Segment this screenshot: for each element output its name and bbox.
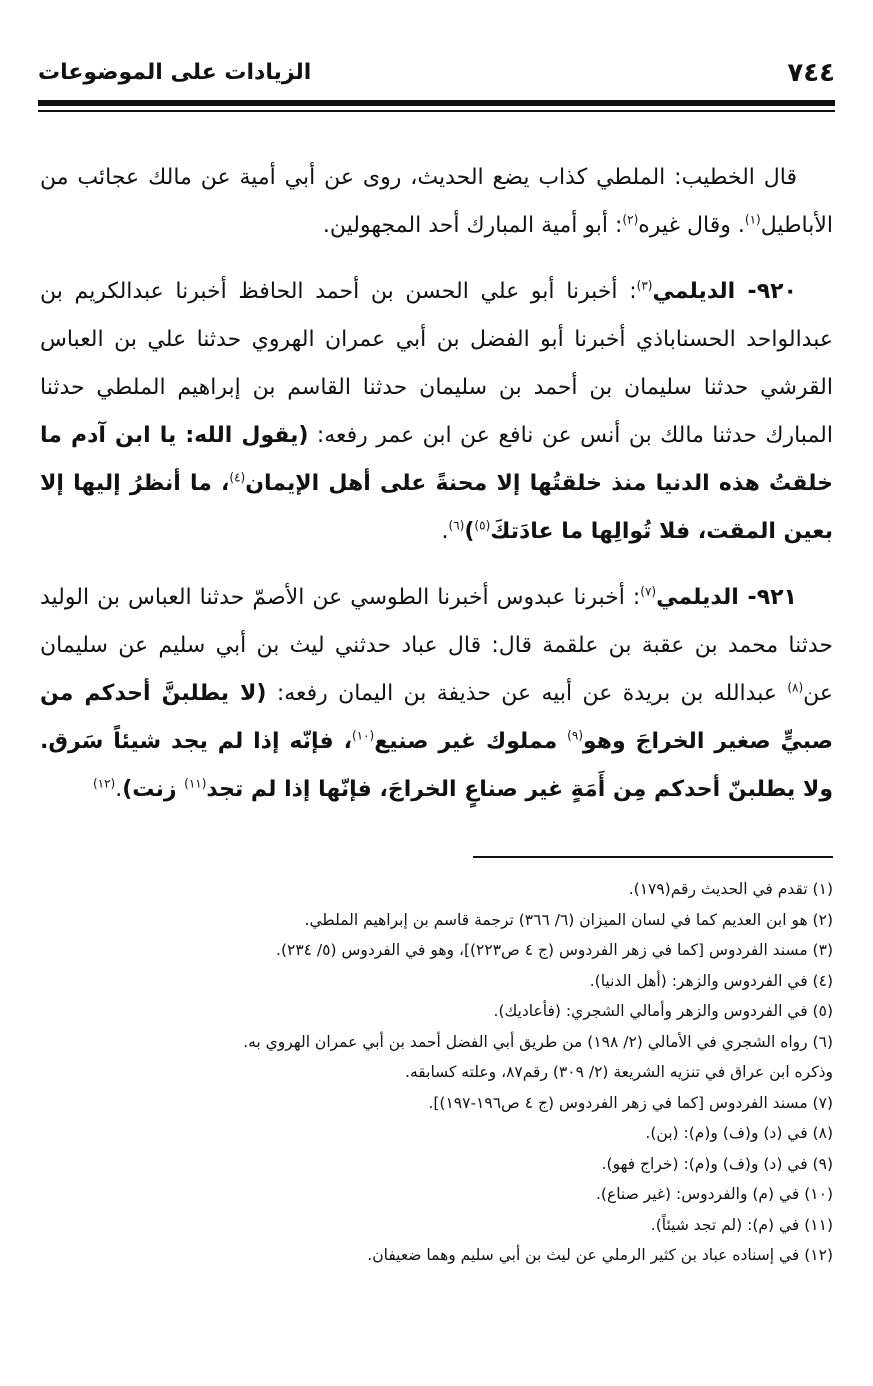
footnotes [40,874,833,1271]
footnote-4: (٤) في الفردوس والزهر: (أهل الدنيا). [589,971,833,990]
text-run: قال الخطيب: الملطي كذاب يضع الحديث، روى عن أبي أمية عن مالك عجائب من الأباطيل [40,165,833,238]
footnote-2: (٢) هو ابن العديم كما في لسان الميزان (٦/ ٣٦٦) ترجمة قاسم بن إبراهيم الملطي. [304,910,833,929]
text-run: : أبو أمية المبارك أحد المجهولين. [322,213,623,238]
footnote-10: (١٠) في (م) والفردوس: (غير صناع). [595,1185,833,1203]
book-title: الزيادات على الموضوعات [38,60,312,85]
footnote-ref: (٩) [567,728,583,743]
header-rule-thick [38,100,835,106]
footnote-separator [473,856,833,858]
hadith-matn: (يقول الله: يا ابن آدم ما خلقتُ هذه الدنيا منذ خلقتُها إلا محنةً على أهل الإيمان [40,423,833,496]
footnote-ref: (١١) [184,776,207,791]
footnote-ref: (٨) [787,680,804,695]
footnote-ref: (٦) [448,518,465,533]
footnote-ref: (٥) [474,518,491,533]
footnote-ref: (٢) [622,212,639,227]
footnote-ref: (٤) [229,470,246,485]
page-header [38,58,835,98]
footnote-ref: (١٢) [92,776,116,791]
footnote-1: (١) تقدم في الحديث رقم(١٧٩). [628,880,833,898]
footnote-3: (٣) مسند الفردوس [كما في زهر الفردوس (ج ٤ ص٢٢٣)]، وهو في الفردوس (٥/ ٢٣٤). [276,941,833,959]
footnote-ref: (٣) [636,278,653,293]
main-text [40,154,833,832]
hadith-number: ٩٢٠- الديلمي [652,279,797,304]
footnote-6-continued: وذكره ابن عراق في تنزيه الشريعة (٢/ ٣٠٩) رقم٨٧، وعلته كسابقه. [405,1063,833,1081]
isnad-text: : أخبرنا أبو علي الحسن بن أحمد الحافظ أخبرنا عبدالكريم بن عبدالواحد الحسناباذي أخبرنا أبو الفضل بن أبي عمران الهروي حدثنا علي بن العباس القرشي حدثنا سليمان بن أحمد بن سليمان حدثنا القاسم بن إبراهيم الملطي حدثنا المبارك حدثنا مالك بن أنس عن نافع عن ابن عمر رفعه: [40,279,833,448]
text-run: . [441,519,449,544]
text-run: . [115,777,123,802]
hadith-matn: زنت) [122,777,185,802]
isnad-text: عبدالله بن بريدة عن أبيه عن حذيفة بن اليمان رفعه: [266,681,788,706]
isnad-text: : أخبرنا عبدوس أخبرنا الطوسي عن الأصمّ حدثنا العباس بن الوليد حدثنا محمد بن عقبة بن علقمة قال: قال عباد حدثني ليث بن أبي سليم عن سليمان عن [40,585,834,706]
text-run: . وقال غيره [638,213,745,238]
footnote-9: (٩) في (د) و(ف) و(م): (خراج فهو). [601,1154,833,1173]
hadith-matn: (لا يطلبنَّ أحدكم من صبيٍّ صغير الخراجَ وهو [40,681,834,754]
paragraph-khatib [40,154,833,250]
hadith-matn: مملوك غير صنيع [374,729,568,754]
footnote-6: (٦) رواه الشجري في الأمالي (٢/ ١٩٨) من طريق أبي الفضل أحمد بن أبي عمران الهروي به. [243,1032,833,1051]
hadith-921 [40,574,833,814]
footnote-ref: (١) [744,212,761,227]
hadith-matn: ) [464,519,475,544]
hadith-matn: ، ما أنظرُ إليها إلا بعين المقت، فلا تُوالِها ما عادَتكَ [40,471,833,544]
page-number: ٧٤٤ [787,58,835,88]
hadith-920 [40,268,833,556]
footnote-5: (٥) في الفردوس والزهر وأمالي الشجري: (فأعاديك). [493,1002,833,1020]
footnote-8: (٨) في (د) و(ف) و(م): (بن). [645,1124,833,1142]
hadith-matn: ، فإنّه إذا لم يجد شيئاً سَرق. ولا يطلبنّ أحدكم مِن أَمَةٍ غير صناعٍ الخراجَ، فإنّها إذا لم تجد [40,729,833,802]
footnote-12: (١٢) في إسناده عباد بن كثير الرملي عن ليث بن أبي سليم وهما ضعيفان. [367,1246,833,1264]
footnote-7: (٧) مسند الفردوس [كما في زهر الفردوس (ج ٤ ص١٩٦-١٩٧)]. [428,1093,833,1112]
hadith-number: ٩٢١- الديلمي [656,585,797,610]
footnote-11: (١١) في (م): (لم تجد شيئاً). [650,1215,833,1234]
footnote-ref: (٧) [640,584,657,599]
header-rule-thin [38,110,835,112]
footnote-ref: (١٠) [351,728,375,743]
